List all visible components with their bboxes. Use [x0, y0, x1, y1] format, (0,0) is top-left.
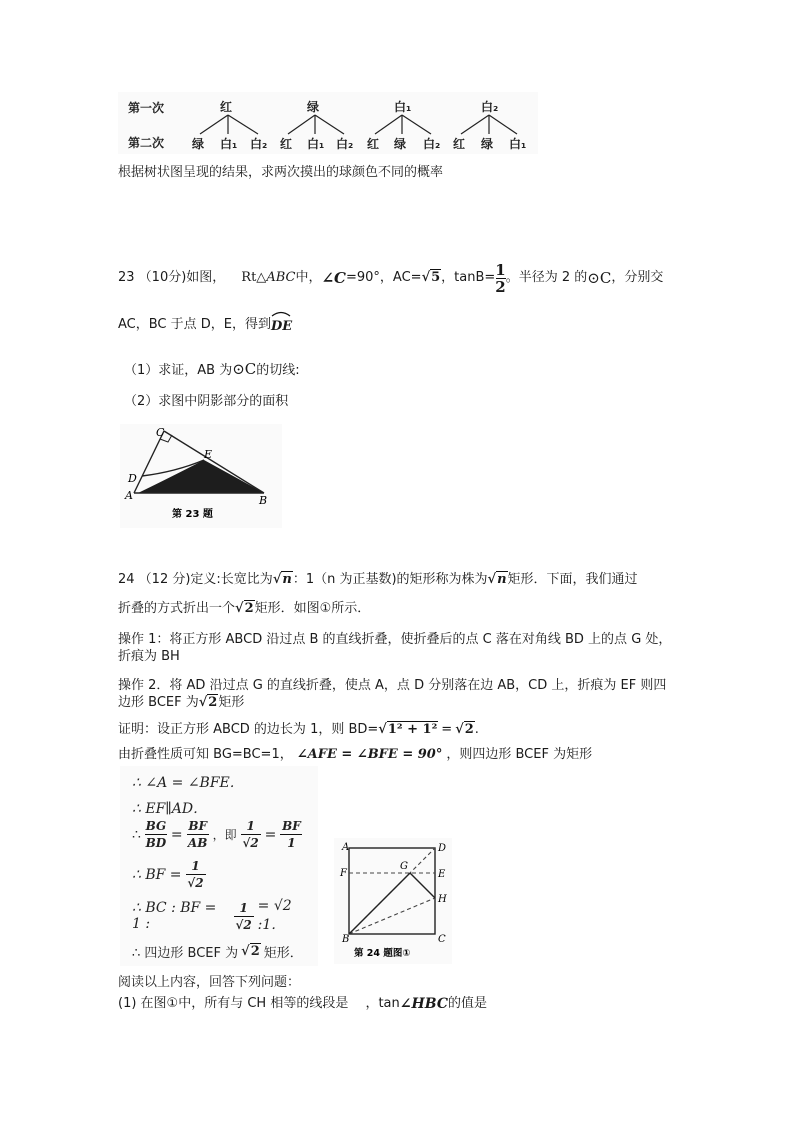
proof-step-5: ∴ BC : BF = 1 : $\frac{1}{√2}$ = √2 :1．	[132, 898, 292, 933]
q23-intersect: ，分别交	[611, 270, 664, 285]
q23-angle-c: ∠C	[321, 269, 346, 287]
q23-arc-de: DE	[271, 314, 292, 336]
tree-first-node: 白₁	[394, 100, 412, 114]
q23-tanb: ，tanB=	[441, 270, 496, 285]
q23-circle-c: ⊙C	[587, 269, 612, 287]
proof-step-3: ∴ $\frac{BG}{BD}$ = $\frac{BF}{AB}$ ，即 $\frac{1}{√2}$ = $\frac{BF}{1}$	[132, 819, 301, 850]
sqrt-2: √2	[235, 601, 254, 616]
point-b-label: B	[259, 494, 268, 507]
q24-op2-b: 边形 BCEF 为 √2 矩形	[118, 695, 245, 710]
tree-second-node: 白₂	[336, 137, 354, 151]
point-c-label: C	[156, 426, 165, 439]
q24-proof2: 由折叠性质可知 BG=BC=1， ∠AFE = ∠BFE = 90° ，则四边形 BCEF 为矩形	[118, 747, 593, 762]
sqrt-sum: √1² + 1²	[378, 722, 438, 737]
figure-24-caption: 第 24 题图①	[354, 948, 411, 959]
q23-abc: ABC	[266, 270, 296, 285]
tree-second-node: 白₁	[509, 137, 527, 151]
q23-line1	[118, 258, 663, 298]
q22-question: 根据树状图呈现的结果，求两次摸出的球颜色不同的概率	[118, 165, 444, 180]
figure-24	[334, 838, 452, 964]
figure-23-caption: 第 23 题	[172, 509, 213, 520]
tree-second-node: 红	[367, 137, 380, 151]
tree-first-node: 白₂	[481, 100, 499, 114]
figure-23-svg	[120, 424, 282, 528]
q23-part2: （2）求图中阴影部分的面积	[124, 394, 289, 409]
tree-second-node: 白₂	[423, 137, 441, 151]
segment-bg	[349, 873, 410, 934]
q24-op1: 操作 1：将正方形 ABCD 沿过点 B 的直线折叠，使折叠后的点 C 落在对角线 BD 上的点 G 处，	[118, 632, 672, 647]
sqrt-2: √2	[241, 944, 260, 959]
q23-number: 23 （10分)如图，	[118, 270, 226, 285]
proof-block	[120, 766, 318, 966]
q24-op2: 操作 2．将 AD 沿过点 G 的直线折叠，使点 A，点 D 分别落在边 AB，CD 上，折痕为 EF 则四	[118, 678, 667, 693]
figure-23	[120, 424, 282, 528]
point-c-label: C	[438, 934, 446, 945]
q24-line1: 24 （12 分)定义:长宽比为 √n ：1（n 为正基数)的矩形称为株为 √n 矩形．下面，我们通过	[118, 572, 638, 587]
q24-proof1: 证明：设正方形 ABCD 的边长为 1，则 BD= √1² + 1² = √2 .	[118, 722, 479, 737]
arc-mark-icon	[271, 311, 291, 317]
tree-first-node: 红	[220, 100, 233, 114]
q23-line2	[118, 314, 292, 336]
proof-step-1: ∴ ∠A = ∠BFE．	[132, 775, 244, 791]
sqrt-2: √2	[455, 722, 474, 737]
proof-step-4: ∴ BF = $\frac{1}{√2}$	[132, 859, 204, 890]
point-a-label: A	[342, 842, 350, 853]
point-f-label: F	[340, 868, 347, 879]
tree-second-node: 白₁	[220, 137, 238, 151]
point-e-label: E	[438, 869, 446, 880]
point-e-label: E	[204, 448, 213, 461]
point-a-label: A	[125, 489, 133, 502]
tree-row-label-first: 第一次	[128, 101, 165, 115]
point-h-label: H	[438, 894, 447, 905]
tree-second-node: 绿	[394, 137, 407, 151]
q24-line2: 折叠的方式折出一个 √2 矩形．如图①所示．	[118, 601, 371, 616]
q23-fraction: $\frac{1}{2}$	[495, 260, 506, 296]
tree-second-node: 绿	[192, 137, 205, 151]
q23-zhong: 中，	[295, 270, 322, 285]
tree-second-node: 白₂	[250, 137, 268, 151]
sqrt-2: √2	[198, 695, 218, 710]
crease-bh	[349, 898, 435, 934]
q23-sqrt5: √5	[421, 270, 441, 285]
q23-part1: （1）求证，AB 为⊙C的切线:	[124, 360, 300, 378]
tree-second-node: 白₁	[307, 137, 325, 151]
tree-second-node: 红	[280, 137, 293, 151]
point-d-label: D	[438, 843, 447, 854]
q24-read-prompt: 阅读以上内容，回答下列问题：	[118, 975, 301, 990]
segment-gh	[410, 873, 435, 898]
q24-op1-b: 折痕为 BH	[118, 649, 180, 664]
q23-radius: 。半径为 2 的	[505, 270, 588, 285]
tree-row-label-second: 第二次	[128, 136, 165, 150]
q23-rt: Rt△	[241, 270, 267, 285]
tree-diagram-svg	[118, 92, 538, 154]
point-d-label: D	[128, 472, 137, 485]
point-b-label: B	[342, 934, 350, 945]
tree-second-node: 红	[453, 137, 466, 151]
tree-diagram	[118, 92, 538, 154]
sqrt-n: √n	[272, 572, 292, 587]
tree-branch-lines	[200, 115, 517, 134]
proof-step-6: ∴ 四边形 BCEF 为 √2 矩形．	[132, 944, 303, 961]
tree-second-node: 绿	[481, 137, 494, 151]
q23-line2-text: AC，BC 于点 D，E，得到	[118, 317, 271, 332]
point-g-label: G	[400, 861, 408, 872]
figure-24-svg	[334, 838, 452, 964]
proof-step-2: ∴ EF∥AD．	[132, 801, 208, 817]
q23-ninety: =90°，AC=	[345, 270, 422, 285]
q24-sub1: (1) 在图①中，所有与 CH 相等的线段是 ，tan ∠HBC 的值是	[118, 996, 487, 1012]
sqrt-n: √n	[487, 572, 507, 587]
shaded-region	[138, 460, 264, 493]
tree-first-node: 绿	[307, 100, 320, 114]
